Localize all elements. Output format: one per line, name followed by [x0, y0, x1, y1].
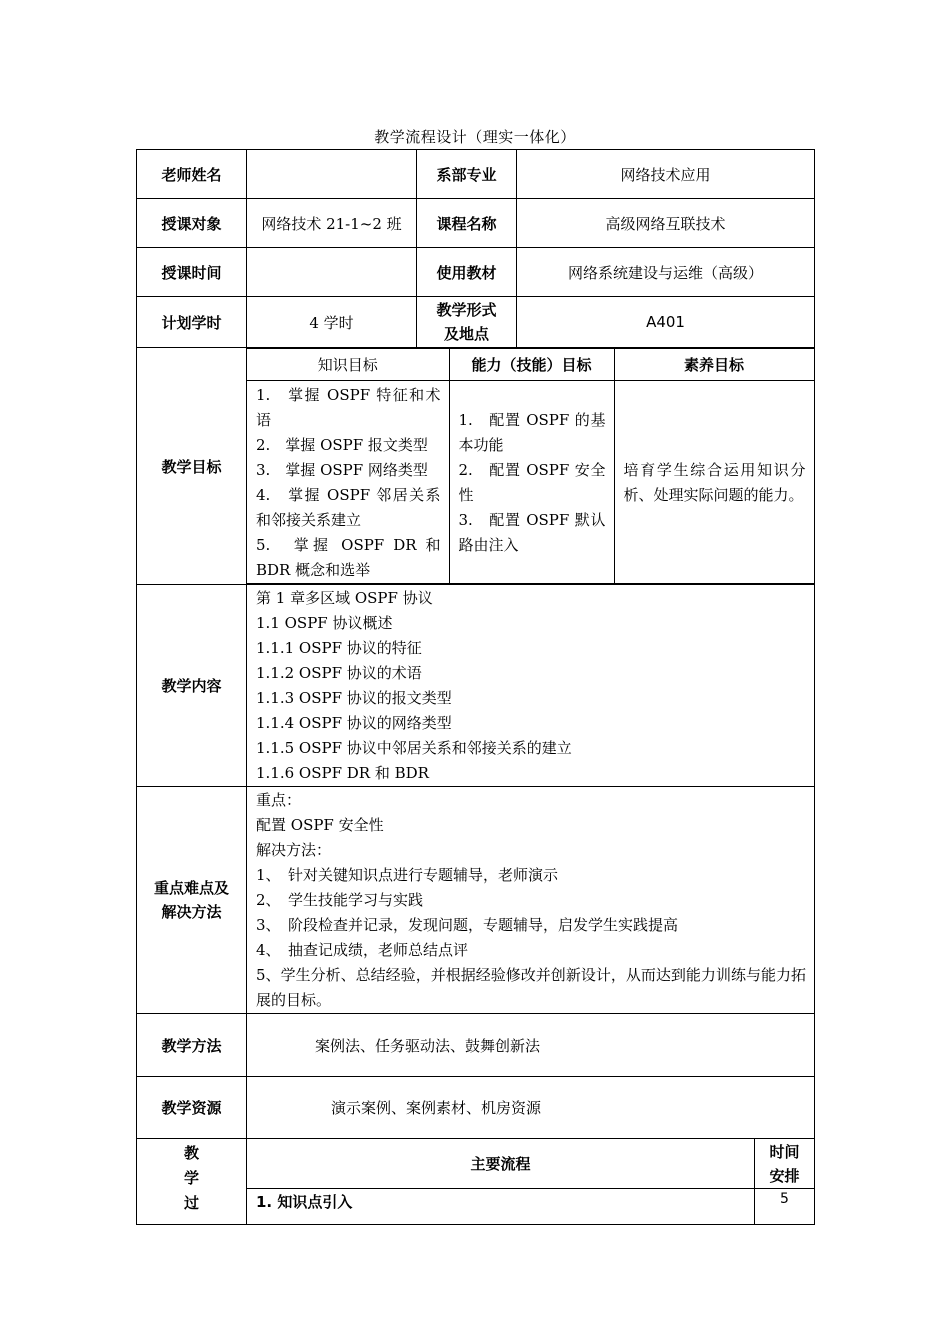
main-process-label: 主要流程	[247, 1139, 755, 1189]
resource-label: 教学资源	[137, 1077, 247, 1139]
form-value: A401	[517, 297, 815, 348]
method-label: 教学方法	[137, 1014, 247, 1077]
form-label-line2: 及地点	[443, 325, 489, 343]
row-hours	[137, 297, 815, 348]
course-value: 高级网络互联技术	[517, 199, 815, 248]
process-label-line1: 教	[183, 1144, 199, 1162]
row-resource	[137, 1077, 815, 1139]
knowledge-item: 2. 掌握 OSPF 报文类型	[256, 436, 428, 454]
page-title: 教学流程设计（理实一体化）	[374, 128, 576, 146]
time-arrangement-label	[755, 1139, 815, 1189]
knowledge-item: 4. 掌握 OSPF 邻居关系和邻接关系建立	[256, 486, 441, 529]
teacher-value	[247, 150, 417, 199]
key-line: 配置 OSPF 安全性	[256, 816, 384, 834]
content-line: 1.1.6 OSPF DR 和 BDR	[256, 764, 429, 782]
key-label-line2: 解决方法	[161, 903, 222, 921]
key-label	[137, 787, 247, 1014]
row-key-points	[137, 787, 815, 1014]
goals-table	[247, 348, 815, 584]
method-value: 案例法、任务驱动法、鼓舞创新法	[247, 1014, 815, 1077]
quality-goals	[614, 381, 814, 584]
ability-item: 2. 配置 OSPF 安全性	[458, 461, 606, 504]
ability-item: 1. 配置 OSPF 的基本功能	[458, 411, 606, 454]
goals-col-knowledge: 知识目标	[247, 349, 449, 381]
lesson-plan-table	[136, 149, 815, 1225]
key-line: 重点：	[256, 791, 302, 809]
teacher-label: 老师姓名	[137, 150, 247, 199]
quality-text: 培育学生综合运用知识分析、处理实际问题的能力。	[623, 461, 806, 504]
goals-cell	[247, 348, 815, 585]
content-line: 1.1.2 OSPF 协议的术语	[256, 664, 422, 682]
time-label: 授课时间	[137, 248, 247, 297]
key-line: 4、 抽查记成绩，老师总结点评	[256, 941, 469, 959]
row-content	[137, 585, 815, 787]
row-teacher	[137, 150, 815, 199]
class-label: 授课对象	[137, 199, 247, 248]
form-label-line1: 教学形式	[436, 301, 497, 319]
ability-goals	[449, 381, 614, 584]
goals-label: 教学目标	[137, 348, 247, 585]
goals-head-row	[247, 349, 814, 381]
course-label: 课程名称	[417, 199, 517, 248]
row-method	[137, 1014, 815, 1077]
knowledge-goals	[247, 381, 449, 584]
dept-value: 网络技术应用	[517, 150, 815, 199]
row-class	[137, 199, 815, 248]
hours-value: 4 学时	[247, 297, 417, 348]
key-line: 3、 阶段检查并记录，发现问题，专题辅导，启发学生实践提高	[256, 916, 679, 934]
key-label-line1: 重点难点及	[153, 879, 229, 897]
form-label	[417, 297, 517, 348]
process-step-1-time: 5	[755, 1189, 815, 1225]
goals-col-quality: 素养目标	[614, 349, 814, 381]
time-value	[247, 248, 417, 297]
content-cell	[247, 585, 815, 787]
row-goals	[137, 348, 815, 585]
knowledge-item: 1. 掌握 OSPF 特征和术语	[256, 386, 441, 429]
knowledge-item: 5. 掌握 OSPF DR 和 BDR 概念和选举	[256, 536, 441, 579]
knowledge-item: 3. 掌握 OSPF 网络类型	[256, 461, 428, 479]
dept-label: 系部专业	[417, 150, 517, 199]
content-line: 1.1.4 OSPF 协议的网络类型	[256, 714, 452, 732]
textbook-value: 网络系统建设与运维（高级）	[517, 248, 815, 297]
process-label	[137, 1139, 247, 1225]
ability-item: 3. 配置 OSPF 默认路由注入	[458, 511, 606, 554]
time-arrangement-line2: 安排	[769, 1166, 800, 1185]
key-line: 1、 针对关键知识点进行专题辅导，老师演示	[256, 866, 559, 884]
content-line: 1.1 OSPF 协议概述	[256, 614, 393, 632]
process-label-line2: 学	[183, 1169, 199, 1187]
textbook-label: 使用教材	[417, 248, 517, 297]
content-line: 1.1.3 OSPF 协议的报文类型	[256, 689, 452, 707]
content-line: 第 1 章多区域 OSPF 协议	[256, 589, 433, 607]
row-time	[137, 248, 815, 297]
process-label-line3: 过	[183, 1194, 199, 1212]
key-line: 2、 学生技能学习与实践	[256, 891, 424, 909]
content-line: 1.1.5 OSPF 协议中邻居关系和邻接关系的建立	[256, 739, 572, 757]
time-arrangement-line1: 时间	[769, 1142, 800, 1161]
key-line: 5、学生分析、总结经验，并根据经验修改并创新设计，从而达到能力训练与能力拓展的目标。	[256, 966, 807, 1009]
hours-label: 计划学时	[137, 297, 247, 348]
key-cell	[247, 787, 815, 1014]
key-line: 解决方法：	[256, 841, 332, 859]
resource-value: 演示案例、案例素材、机房资源	[247, 1077, 815, 1139]
class-value: 网络技术 21-1~2 班	[247, 199, 417, 248]
content-line: 1.1.1 OSPF 协议的特征	[256, 639, 422, 657]
content-label: 教学内容	[137, 585, 247, 787]
goals-col-ability: 能力（技能）目标	[449, 349, 614, 381]
row-process-head	[137, 1139, 815, 1189]
goals-body-row	[247, 381, 814, 584]
process-step-1: 1. 知识点引入	[247, 1189, 755, 1225]
